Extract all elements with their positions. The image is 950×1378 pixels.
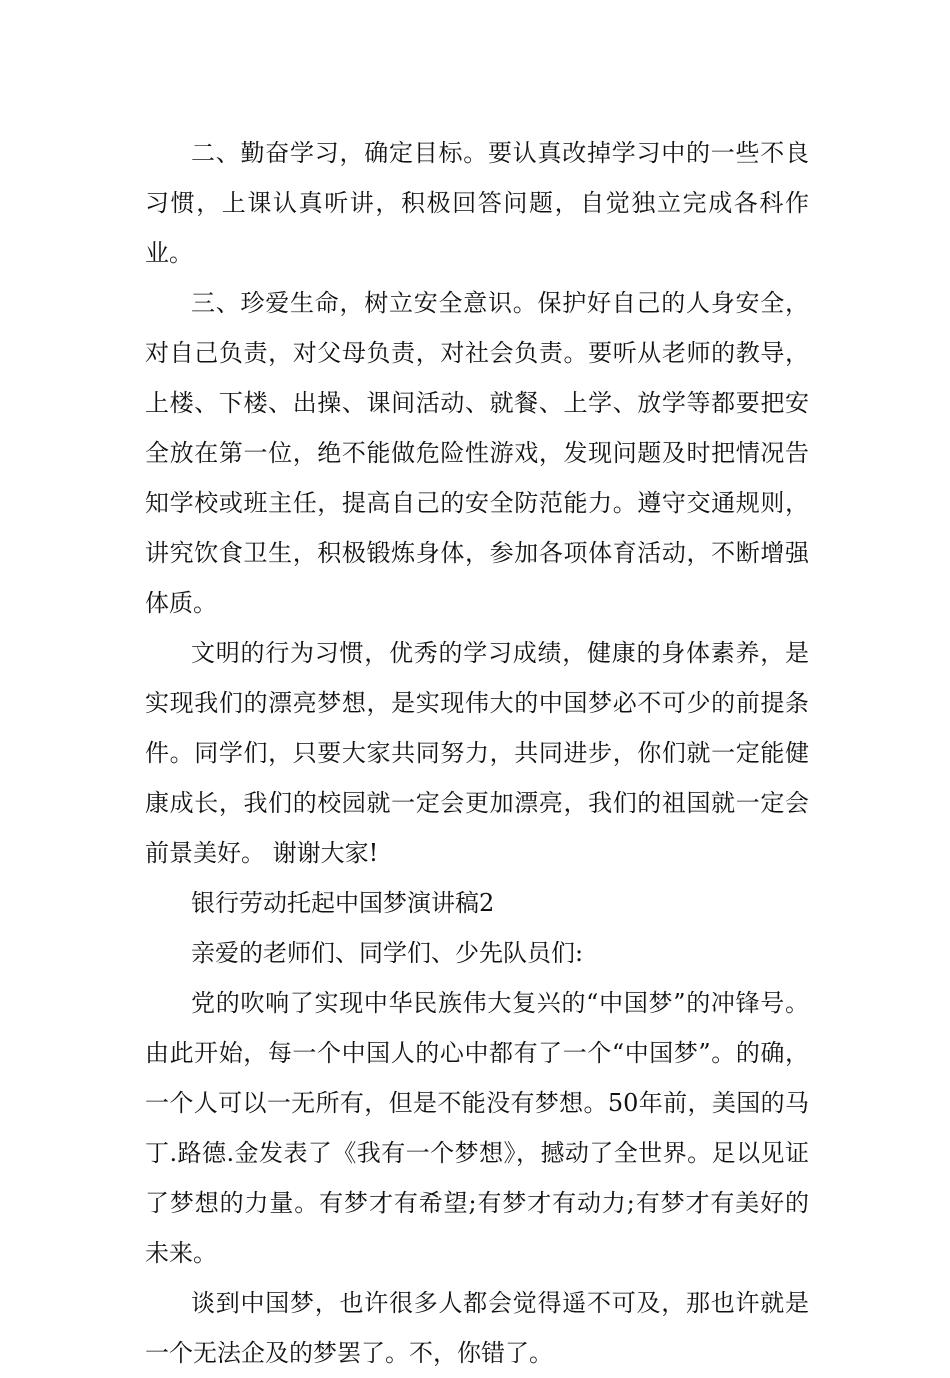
paragraph-study-goals: 二、勤奋学习，确定目标。要认真改掉学习中的一些不良习惯，上课认真听讲，积极回答问题，自觉独立完成各科作业。 xyxy=(145,139,809,267)
paragraph-china-dream-reach: 谈到中国梦，也许很多人都会觉得遥不可及，那也许就是一个无法企及的梦罢了。不，你错了。 xyxy=(145,1289,809,1367)
speech-title: 银行劳动托起中国梦演讲稿2 xyxy=(191,889,495,917)
speech-salutation: 亲爱的老师们、同学们、少先队员们: xyxy=(191,939,584,967)
paragraph-china-dream-call: 党的吹响了实现中华民族伟大复兴的“中国梦”的冲锋号。由此开始，每一个中国人的心中都有了一个“中国梦”。的确，一个人可以一无所有，但是不能没有梦想。50年前，美国的马丁.路德.金发表了《我有一个梦想》，撼动了全世界。足以见证了梦想的力量。有梦才有希望;有梦才有动力;有梦才有美好的未来。 xyxy=(145,989,809,1267)
paragraph-conclusion: 文明的行为习惯，优秀的学习成绩，健康的身体素养，是实现我们的漂亮梦想，是实现伟大的中国梦必不可少的前提条件。同学们，只要大家共同努力，共同进步，你们就一定能健康成长，我们的校园就一定会更加漂亮，我们的祖国就一定会前景美好。 谢谢大家! xyxy=(145,639,809,867)
paragraph-safety-awareness: 三、珍爱生命，树立安全意识。保护好自己的人身安全，对自己负责，对父母负责，对社会负责。要听从老师的教导，上楼、下楼、出操、课间活动、就餐、上学、放学等都要把安全放在第一位，绝不能做危险性游戏，发现问题及时把情况告知学校或班主任，提高自己的安全防范能力。遵守交通规则，讲究饮食卫生，积极锻炼身体，参加各项体育活动，不断增强体质。 xyxy=(145,289,809,617)
document-body xyxy=(145,128,809,1378)
